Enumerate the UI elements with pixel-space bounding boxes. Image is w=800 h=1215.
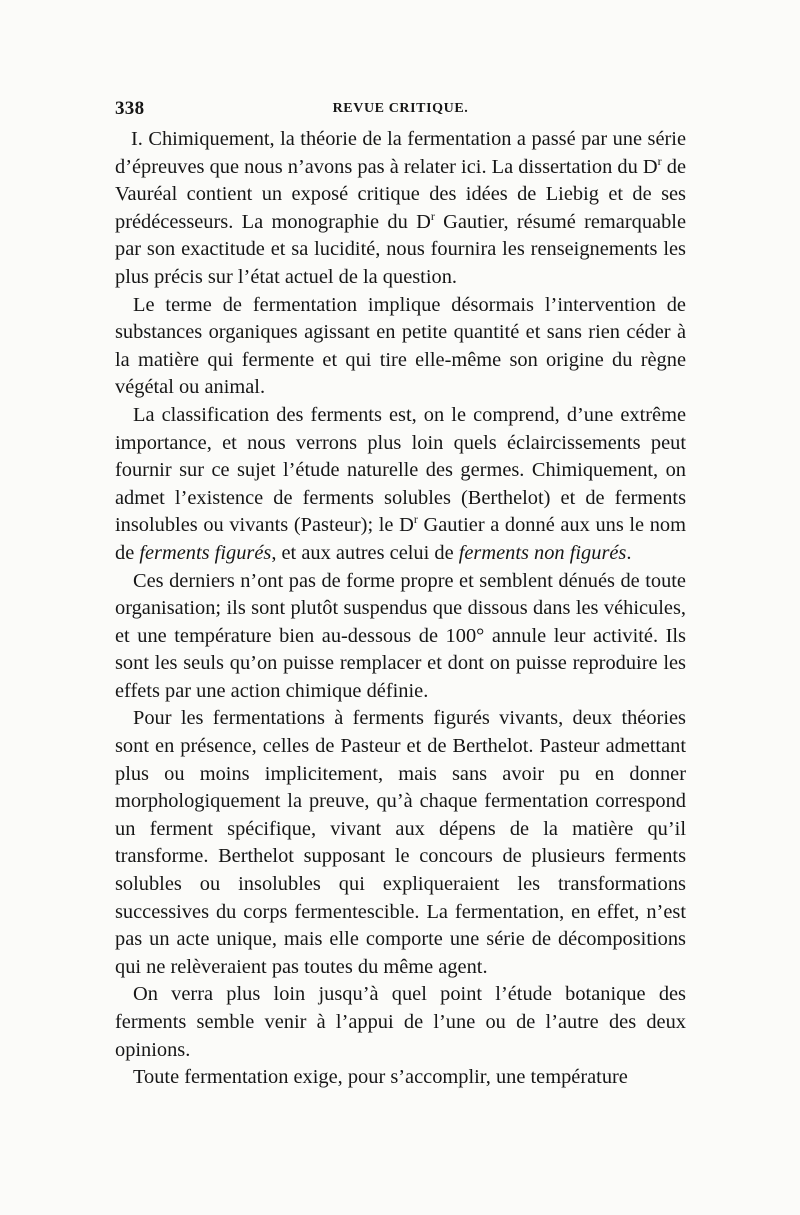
body-text (115, 126, 686, 1092)
text-run: Pour les fermentations à ferments figurés vivants, deux théories sont en présence, celles de Pasteur et de Berthelot. Pasteur admettant plus ou moins implicitement, mais sans avoir pu en donner morphologiquement la preuve, qu’à chaque fermentation correspond un ferment spécifique, vivant aux dépens de la matière qu’il transforme. Berthelot supposant le concours de plusieurs ferments solubles ou insolubles qui expliqueraient les transformations successives du corps fermentescible. La fermentation, en effet, n’est pas un acte unique, mais elle comporte une série de décompositions qui ne relèveraient pas toutes du même agent. (115, 707, 686, 978)
running-title: REVUE CRITIQUE. (332, 101, 469, 116)
superscript: r (413, 512, 418, 527)
paragraph (115, 981, 686, 1064)
paragraph (115, 568, 686, 706)
italic-term: ferments non figurés (458, 541, 627, 564)
text-run: Toute fermentation exige, pour s’accomplir, une température (133, 1066, 628, 1089)
page-header (115, 98, 686, 120)
italic-term: ferments figurés (139, 541, 272, 564)
text-run: I. Chimiquement, la théorie de la fermentation a passé par une série d’épreuves que nous n’avons pas à relater ici. La dissertation du D (115, 128, 686, 178)
paragraph (115, 402, 686, 568)
paragraph (115, 1064, 686, 1092)
paragraph (115, 126, 686, 292)
text-run: Gautier a donné aux uns le nom de (115, 514, 686, 564)
paragraph (115, 705, 686, 981)
text-run: On verra plus loin jusqu’à quel point l’étude botanique des ferments semble venir à l’appui de l’une ou de l’autre des deux opinions. (115, 983, 686, 1061)
superscript: r (657, 153, 662, 168)
paragraph (115, 292, 686, 402)
text-run: , et aux autres celui de (271, 541, 459, 564)
text-run: Gautier, résumé remarquable par son exactitude et sa lucidité, nous fournira les renseignements les plus précis sur l’état actuel de la question. (115, 210, 686, 288)
text-run: de Vauréal contient un exposé critique des idées de Liebig et de ses prédécesseurs. La monographie du D (115, 155, 687, 233)
book-page (115, 98, 686, 1092)
page-number: 338 (115, 98, 145, 119)
text-run: Le terme de fermentation implique désormais l’intervention de substances organiques agissant en petite quantité et sans rien céder à la matière qui fermente et qui tire elle-même son origine du règne végétal ou animal. (115, 293, 686, 399)
text-run: La classification des ferments est, on le comprend, d’une extrême importance, et nous verrons plus loin quels éclaircissements peut fournir sur ce sujet l’étude naturelle des germes. Chimiquement, on admet l’existence de ferments solubles (Berthelot) et de ferments insolubles ou vivants (Pasteur); le D (115, 403, 686, 537)
text-run: . (626, 541, 632, 564)
text-run: Ces derniers n’ont pas de forme propre et semblent dénués de toute organisation; ils sont plutôt suspendus que dissous dans les véhicules, et une température bien au-dessous de 100° annule leur activité. Ils sont les seuls qu’on puisse remplacer et dont on puisse reproduire les effets par une action chimique définie. (115, 569, 686, 702)
superscript: r (430, 208, 435, 223)
